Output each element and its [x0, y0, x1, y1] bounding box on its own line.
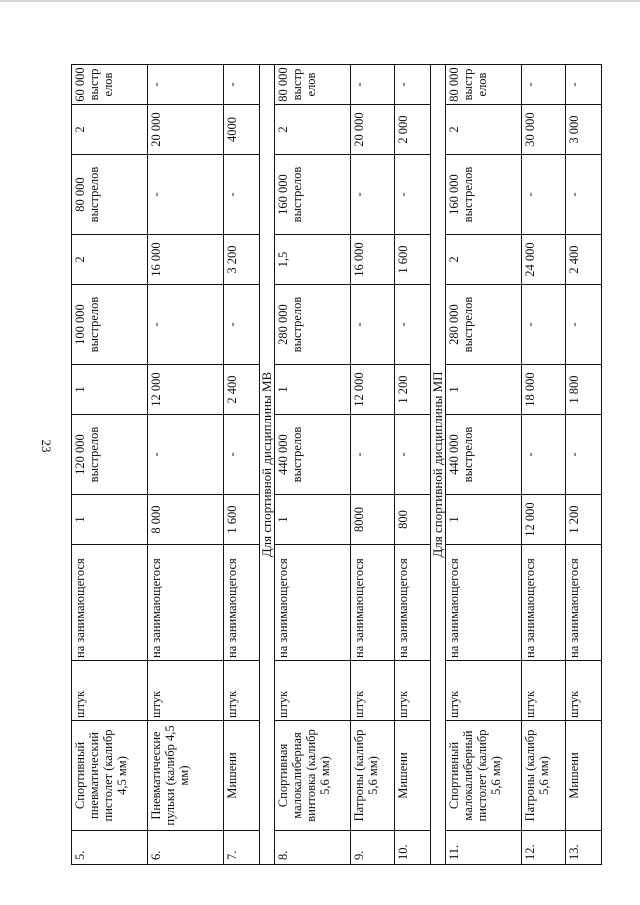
- calculation-unit: на занимающегося: [72, 545, 148, 661]
- quantity-cell: 8 000: [148, 495, 224, 545]
- quantity-cell: 2: [275, 105, 351, 155]
- service-life-cell: -: [148, 65, 224, 105]
- quantity-cell: 20 000: [148, 105, 224, 155]
- unit-of-measure: штук: [522, 661, 566, 721]
- quantity-cell: 1: [446, 365, 522, 415]
- quantity-cell: 1: [72, 365, 148, 415]
- service-life-cell: -: [522, 285, 566, 365]
- row-number: 12.: [522, 831, 566, 865]
- quantity-cell: 1 800: [566, 365, 602, 415]
- row-number: 6.: [148, 831, 224, 865]
- unit-of-measure: штук: [395, 661, 431, 721]
- service-life-cell: 440 000 выстрелов: [275, 415, 351, 495]
- quantity-cell: 3 000: [566, 105, 602, 155]
- page-number: 23: [39, 439, 54, 453]
- service-life-cell: 160 000 выстрелов: [446, 155, 522, 235]
- table-row: [148, 65, 224, 865]
- table-row: [351, 65, 395, 865]
- service-life-cell: 100 000 выстрелов: [72, 285, 148, 365]
- service-life-cell: -: [566, 415, 602, 495]
- section-title: Для спортивной дисциплины МВ: [260, 65, 275, 865]
- row-number: 5.: [72, 831, 148, 865]
- table-row: [224, 65, 260, 865]
- service-life-cell: -: [224, 65, 260, 105]
- calculation-unit: на занимающегося: [446, 545, 522, 661]
- service-life-cell: -: [566, 65, 602, 105]
- quantity-cell: 20 000: [351, 105, 395, 155]
- service-life-cell: -: [566, 155, 602, 235]
- quantity-cell: 30 000: [522, 105, 566, 155]
- quantity-cell: 2: [72, 105, 148, 155]
- row-number: 8.: [275, 831, 351, 865]
- unit-of-measure: штук: [275, 661, 351, 721]
- quantity-cell: 8000: [351, 495, 395, 545]
- row-number: 13.: [566, 831, 602, 865]
- item-name: Мишени: [224, 721, 260, 831]
- quantity-cell: 1 600: [224, 495, 260, 545]
- quantity-cell: 12 000: [522, 495, 566, 545]
- item-name: Спортивный пневматический пистолет (калибр 4,5 мм): [72, 721, 148, 831]
- calculation-unit: на занимающегося: [395, 545, 431, 661]
- service-life-cell: 80 000 выстрелов: [275, 65, 351, 105]
- top-border-line: [0, 0, 640, 2]
- quantity-cell: 2 400: [224, 365, 260, 415]
- unit-of-measure: штук: [566, 661, 602, 721]
- quantity-cell: 2 000: [395, 105, 431, 155]
- calculation-unit: на занимающегося: [522, 545, 566, 661]
- unit-of-measure: штук: [148, 661, 224, 721]
- row-number: 9.: [351, 831, 395, 865]
- service-life-cell: 440 000 выстрелов: [446, 415, 522, 495]
- item-name: Пневматические пульки (калибр 4,5 мм): [148, 721, 224, 831]
- service-life-cell: -: [395, 415, 431, 495]
- service-life-cell: -: [351, 65, 395, 105]
- quantity-cell: 12 000: [351, 365, 395, 415]
- service-life-cell: 80 000 выстрелов: [446, 65, 522, 105]
- calculation-unit: на занимающегося: [224, 545, 260, 661]
- quantity-cell: 2: [72, 235, 148, 285]
- service-life-cell: 80 000 выстрелов: [72, 155, 148, 235]
- service-life-cell: -: [522, 155, 566, 235]
- service-life-cell: -: [351, 285, 395, 365]
- service-life-cell: -: [351, 155, 395, 235]
- table-row: [446, 65, 522, 865]
- quantity-cell: 1 200: [566, 495, 602, 545]
- service-life-cell: -: [148, 415, 224, 495]
- service-life-cell: -: [395, 65, 431, 105]
- calculation-unit: на занимающегося: [275, 545, 351, 661]
- service-life-cell: 160 000 выстрелов: [275, 155, 351, 235]
- quantity-cell: 1: [275, 495, 351, 545]
- calculation-unit: на занимающегося: [148, 545, 224, 661]
- section-header-row: [260, 65, 275, 865]
- unit-of-measure: штук: [72, 661, 148, 721]
- item-name: Патроны (калибр 5,6 мм): [522, 721, 566, 831]
- quantity-cell: 12 000: [148, 365, 224, 415]
- quantity-cell: 2: [446, 235, 522, 285]
- unit-of-measure: штук: [446, 661, 522, 721]
- calculation-unit: на занимающегося: [351, 545, 395, 661]
- service-life-cell: -: [395, 155, 431, 235]
- quantity-cell: 24 000: [522, 235, 566, 285]
- equipment-table-rotated: [71, 65, 581, 865]
- item-name: Патроны (калибр 5,6 мм): [351, 721, 395, 831]
- service-life-cell: -: [351, 415, 395, 495]
- service-life-cell: -: [224, 415, 260, 495]
- table-row: [72, 65, 148, 865]
- service-life-cell: -: [522, 415, 566, 495]
- quantity-cell: 1 200: [395, 365, 431, 415]
- row-number: 10.: [395, 831, 431, 865]
- row-number: 11.: [446, 831, 522, 865]
- quantity-cell: 1,5: [275, 235, 351, 285]
- section-header-row: [431, 65, 446, 865]
- quantity-cell: 18 000: [522, 365, 566, 415]
- service-life-cell: -: [522, 65, 566, 105]
- service-life-cell: -: [566, 285, 602, 365]
- table-row: [275, 65, 351, 865]
- row-number: 7.: [224, 831, 260, 865]
- service-life-cell: -: [395, 285, 431, 365]
- table-row: [395, 65, 431, 865]
- unit-of-measure: штук: [224, 661, 260, 721]
- quantity-cell: 2: [446, 105, 522, 155]
- quantity-cell: 16 000: [351, 235, 395, 285]
- service-life-cell: -: [224, 285, 260, 365]
- quantity-cell: 2 400: [566, 235, 602, 285]
- section-title: Для спортивной дисциплины МП: [431, 65, 446, 865]
- quantity-cell: 1: [446, 495, 522, 545]
- table-row: [522, 65, 566, 865]
- item-name: Спортивная малокалиберная винтовка (калибр 5,6 мм): [275, 721, 351, 831]
- service-life-cell: -: [148, 285, 224, 365]
- quantity-cell: 1: [275, 365, 351, 415]
- item-name: Спортивный малокалиберный пистолет (калибр 5,6 мм): [446, 721, 522, 831]
- table-row: [566, 65, 602, 865]
- unit-of-measure: штук: [351, 661, 395, 721]
- quantity-cell: 800: [395, 495, 431, 545]
- item-name: Мишени: [395, 721, 431, 831]
- calculation-unit: на занимающегося: [566, 545, 602, 661]
- table-body: [72, 65, 602, 865]
- service-life-cell: 280 000 выстрелов: [275, 285, 351, 365]
- quantity-cell: 1: [72, 495, 148, 545]
- service-life-cell: -: [148, 155, 224, 235]
- equipment-norms-table: [71, 64, 602, 865]
- quantity-cell: 4000: [224, 105, 260, 155]
- quantity-cell: 16 000: [148, 235, 224, 285]
- service-life-cell: 280 000 выстрелов: [446, 285, 522, 365]
- item-name: Мишени: [566, 721, 602, 831]
- service-life-cell: 120 000 выстрелов: [72, 415, 148, 495]
- quantity-cell: 3 200: [224, 235, 260, 285]
- service-life-cell: -: [224, 155, 260, 235]
- quantity-cell: 1 600: [395, 235, 431, 285]
- service-life-cell: 60 000 выстрелов: [72, 65, 148, 105]
